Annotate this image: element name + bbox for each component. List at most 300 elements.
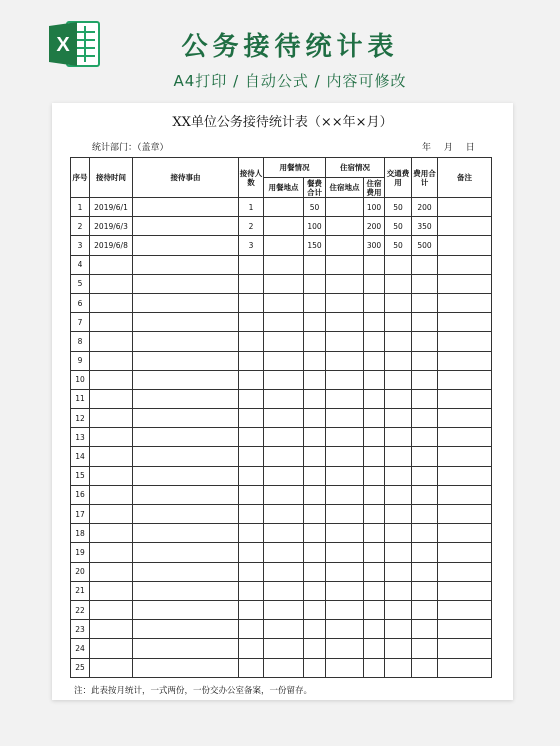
table-row (71, 466, 492, 485)
cell-people[interactable] (239, 543, 264, 562)
cell-stay-place[interactable] (326, 639, 364, 658)
col-stay-group: 住宿情况 (326, 158, 385, 178)
cell-total[interactable] (412, 447, 438, 466)
cell-seq[interactable]: 12 (71, 409, 90, 428)
cell-seq[interactable]: 9 (71, 351, 90, 370)
reception-table (70, 157, 492, 678)
table-row (71, 274, 492, 293)
cell-meal-fee[interactable] (304, 332, 326, 351)
page-title: 公务接待统计表 (181, 32, 399, 62)
cell-time[interactable] (90, 658, 133, 677)
cell-transport[interactable] (385, 620, 412, 639)
cell-people[interactable] (239, 466, 264, 485)
cell-remark[interactable] (438, 332, 492, 351)
cell-time[interactable] (90, 620, 133, 639)
cell-remark[interactable] (438, 524, 492, 543)
cell-stay-place[interactable] (326, 505, 364, 524)
cell-transport[interactable] (385, 313, 412, 332)
cell-meal-fee[interactable] (304, 543, 326, 562)
cell-people[interactable] (239, 447, 264, 466)
cell-seq[interactable]: 8 (71, 332, 90, 351)
cell-people[interactable] (239, 485, 264, 504)
cell-reason[interactable] (133, 274, 239, 293)
cell-people[interactable]: 1 (239, 198, 264, 217)
cell-stay-place[interactable] (326, 217, 364, 236)
cell-remark[interactable] (438, 447, 492, 466)
cell-stay-fee[interactable] (364, 658, 385, 677)
cell-seq[interactable]: 25 (71, 658, 90, 677)
cell-seq[interactable]: 18 (71, 524, 90, 543)
cell-total[interactable] (412, 255, 438, 274)
cell-stay-place[interactable] (326, 485, 364, 504)
col-stay-fee: 住宿费用 (364, 178, 385, 198)
cell-meal-fee[interactable] (304, 313, 326, 332)
cell-stay-place[interactable] (326, 524, 364, 543)
cell-meal-place[interactable] (264, 505, 304, 524)
cell-time[interactable] (90, 428, 133, 447)
cell-time[interactable] (90, 313, 133, 332)
table-row (71, 370, 492, 389)
cell-time[interactable]: 2019/6/8 (90, 236, 133, 255)
cell-transport[interactable] (385, 524, 412, 543)
cell-remark[interactable] (438, 313, 492, 332)
cell-seq[interactable]: 16 (71, 485, 90, 504)
cell-time[interactable] (90, 524, 133, 543)
cell-meal-place[interactable] (264, 198, 304, 217)
cell-transport[interactable] (385, 274, 412, 293)
cell-people[interactable] (239, 274, 264, 293)
cell-time[interactable] (90, 639, 133, 658)
cell-remark[interactable] (438, 581, 492, 600)
cell-remark[interactable] (438, 351, 492, 370)
cell-people[interactable] (239, 639, 264, 658)
cell-seq[interactable]: 17 (71, 505, 90, 524)
cell-stay-fee[interactable] (364, 332, 385, 351)
table-row (71, 524, 492, 543)
cell-reason[interactable] (133, 658, 239, 677)
cell-seq[interactable]: 15 (71, 466, 90, 485)
cell-stay-fee[interactable] (364, 428, 385, 447)
cell-time[interactable] (90, 600, 133, 619)
cell-time[interactable]: 2019/6/3 (90, 217, 133, 236)
cell-reason[interactable] (133, 236, 239, 255)
cell-stay-place[interactable] (326, 600, 364, 619)
col-time: 接待时间 (90, 158, 133, 198)
cell-people[interactable] (239, 428, 264, 447)
cell-people[interactable] (239, 505, 264, 524)
cell-reason[interactable] (133, 485, 239, 504)
cell-meal-place[interactable] (264, 524, 304, 543)
cell-transport[interactable] (385, 562, 412, 581)
cell-meal-fee[interactable] (304, 466, 326, 485)
cell-meal-place[interactable] (264, 217, 304, 236)
cell-meal-place[interactable] (264, 351, 304, 370)
cell-total[interactable] (412, 409, 438, 428)
cell-meal-fee[interactable] (304, 620, 326, 639)
cell-meal-place[interactable] (264, 255, 304, 274)
cell-meal-place[interactable] (264, 389, 304, 408)
cell-stay-place[interactable] (326, 313, 364, 332)
cell-time[interactable] (90, 485, 133, 504)
cell-transport[interactable] (385, 370, 412, 389)
cell-reason[interactable] (133, 562, 239, 581)
cell-time[interactable] (90, 581, 133, 600)
cell-stay-place[interactable] (326, 581, 364, 600)
cell-seq[interactable]: 10 (71, 370, 90, 389)
cell-people[interactable] (239, 313, 264, 332)
cell-stay-place[interactable] (326, 409, 364, 428)
col-seq: 序号 (71, 158, 90, 198)
cell-stay-fee[interactable] (364, 543, 385, 562)
cell-people[interactable] (239, 600, 264, 619)
cell-time[interactable] (90, 543, 133, 562)
cell-remark[interactable] (438, 198, 492, 217)
table-row (71, 485, 492, 504)
cell-stay-place[interactable] (326, 428, 364, 447)
cell-reason[interactable] (133, 543, 239, 562)
cell-total[interactable] (412, 313, 438, 332)
cell-time[interactable] (90, 351, 133, 370)
cell-time[interactable] (90, 274, 133, 293)
cell-meal-fee[interactable] (304, 639, 326, 658)
cell-meal-place[interactable] (264, 581, 304, 600)
cell-meal-fee[interactable] (304, 370, 326, 389)
cell-transport[interactable]: 50 (385, 217, 412, 236)
cell-total[interactable]: 500 (412, 236, 438, 255)
cell-seq[interactable]: 4 (71, 255, 90, 274)
cell-meal-fee[interactable] (304, 524, 326, 543)
cell-people[interactable]: 3 (239, 236, 264, 255)
cell-time[interactable] (90, 370, 133, 389)
cell-total[interactable]: 350 (412, 217, 438, 236)
col-reason: 接待事由 (133, 158, 239, 198)
cell-time[interactable] (90, 505, 133, 524)
cell-total[interactable] (412, 524, 438, 543)
cell-time[interactable] (90, 255, 133, 274)
cell-stay-fee[interactable]: 300 (364, 236, 385, 255)
cell-reason[interactable] (133, 600, 239, 619)
cell-meal-fee[interactable] (304, 562, 326, 581)
cell-seq[interactable]: 24 (71, 639, 90, 658)
cell-stay-fee[interactable] (364, 274, 385, 293)
cell-remark[interactable] (438, 639, 492, 658)
cell-total[interactable] (412, 639, 438, 658)
cell-reason[interactable] (133, 217, 239, 236)
table-row (71, 236, 492, 255)
cell-meal-place[interactable] (264, 485, 304, 504)
cell-meal-fee[interactable]: 150 (304, 236, 326, 255)
cell-reason[interactable] (133, 447, 239, 466)
cell-people[interactable] (239, 370, 264, 389)
cell-time[interactable] (90, 332, 133, 351)
cell-meal-place[interactable] (264, 313, 304, 332)
cell-time[interactable] (90, 389, 133, 408)
cell-meal-fee[interactable] (304, 600, 326, 619)
cell-seq[interactable]: 5 (71, 274, 90, 293)
cell-reason[interactable] (133, 370, 239, 389)
excel-icon (45, 18, 103, 70)
cell-time[interactable] (90, 562, 133, 581)
cell-stay-fee[interactable] (364, 409, 385, 428)
cell-transport[interactable] (385, 543, 412, 562)
cell-transport[interactable] (385, 658, 412, 677)
cell-meal-fee[interactable] (304, 389, 326, 408)
cell-remark[interactable] (438, 658, 492, 677)
cell-seq[interactable]: 22 (71, 600, 90, 619)
cell-total[interactable] (412, 370, 438, 389)
col-meal-place: 用餐地点 (264, 178, 304, 198)
cell-total[interactable] (412, 562, 438, 581)
cell-total[interactable] (412, 428, 438, 447)
cell-remark[interactable] (438, 255, 492, 274)
cell-stay-fee[interactable] (364, 600, 385, 619)
cell-seq[interactable]: 3 (71, 236, 90, 255)
page-subtitle: A4打印 / 自动公式 / 内容可修改 (173, 72, 407, 90)
cell-remark[interactable] (438, 409, 492, 428)
cell-stay-fee[interactable] (364, 389, 385, 408)
cell-meal-fee[interactable] (304, 658, 326, 677)
cell-total[interactable] (412, 505, 438, 524)
cell-meal-fee[interactable] (304, 485, 326, 504)
cell-reason[interactable] (133, 293, 239, 312)
cell-remark[interactable] (438, 485, 492, 504)
cell-transport[interactable] (385, 389, 412, 408)
cell-people[interactable] (239, 620, 264, 639)
cell-stay-fee[interactable] (364, 581, 385, 600)
cell-time[interactable] (90, 409, 133, 428)
cell-meal-place[interactable] (264, 447, 304, 466)
cell-stay-place[interactable] (326, 658, 364, 677)
cell-time[interactable] (90, 447, 133, 466)
cell-stay-place[interactable] (326, 389, 364, 408)
cell-stay-place[interactable] (326, 562, 364, 581)
cell-transport[interactable] (385, 332, 412, 351)
cell-meal-place[interactable] (264, 600, 304, 619)
cell-meal-place[interactable] (264, 620, 304, 639)
cell-total[interactable] (412, 351, 438, 370)
table-row (71, 313, 492, 332)
cell-reason[interactable] (133, 505, 239, 524)
cell-stay-place[interactable] (326, 293, 364, 312)
cell-time[interactable] (90, 293, 133, 312)
cell-people[interactable] (239, 524, 264, 543)
cell-meal-place[interactable] (264, 332, 304, 351)
cell-transport[interactable] (385, 581, 412, 600)
cell-seq[interactable]: 23 (71, 620, 90, 639)
cell-people[interactable] (239, 351, 264, 370)
col-transport: 交通费用 (385, 158, 412, 198)
cell-meal-fee[interactable] (304, 581, 326, 600)
cell-stay-place[interactable] (326, 351, 364, 370)
cell-stay-fee[interactable] (364, 639, 385, 658)
cell-meal-place[interactable] (264, 293, 304, 312)
cell-seq[interactable]: 21 (71, 581, 90, 600)
cell-meal-place[interactable] (264, 409, 304, 428)
cell-people[interactable] (239, 581, 264, 600)
cell-seq[interactable]: 11 (71, 389, 90, 408)
cell-reason[interactable] (133, 255, 239, 274)
cell-transport[interactable] (385, 351, 412, 370)
table-row (71, 198, 492, 217)
cell-stay-place[interactable] (326, 236, 364, 255)
cell-time[interactable] (90, 466, 133, 485)
cell-stay-fee[interactable] (364, 313, 385, 332)
cell-stay-place[interactable] (326, 332, 364, 351)
cell-total[interactable] (412, 620, 438, 639)
cell-remark[interactable] (438, 620, 492, 639)
cell-stay-place[interactable] (326, 274, 364, 293)
cell-meal-fee[interactable] (304, 293, 326, 312)
cell-remark[interactable] (438, 505, 492, 524)
cell-seq[interactable]: 14 (71, 447, 90, 466)
cell-stay-fee[interactable] (364, 505, 385, 524)
cell-meal-fee[interactable]: 50 (304, 198, 326, 217)
cell-people[interactable]: 2 (239, 217, 264, 236)
cell-people[interactable] (239, 332, 264, 351)
cell-remark[interactable] (438, 293, 492, 312)
table-row (71, 389, 492, 408)
cell-total[interactable] (412, 600, 438, 619)
cell-people[interactable] (239, 389, 264, 408)
cell-meal-fee[interactable] (304, 505, 326, 524)
cell-stay-fee[interactable] (364, 524, 385, 543)
cell-meal-fee[interactable] (304, 447, 326, 466)
cell-transport[interactable] (385, 293, 412, 312)
cell-stay-fee[interactable]: 100 (364, 198, 385, 217)
cell-meal-fee[interactable] (304, 255, 326, 274)
cell-reason[interactable] (133, 428, 239, 447)
cell-remark[interactable] (438, 466, 492, 485)
cell-stay-fee[interactable] (364, 562, 385, 581)
cell-transport[interactable] (385, 428, 412, 447)
cell-total[interactable] (412, 293, 438, 312)
cell-total[interactable] (412, 485, 438, 504)
cell-transport[interactable] (385, 466, 412, 485)
cell-seq[interactable]: 6 (71, 293, 90, 312)
cell-transport[interactable] (385, 485, 412, 504)
cell-people[interactable] (239, 562, 264, 581)
cell-transport[interactable] (385, 639, 412, 658)
table-row (71, 505, 492, 524)
cell-seq[interactable]: 2 (71, 217, 90, 236)
table-row (71, 581, 492, 600)
cell-meal-fee[interactable] (304, 274, 326, 293)
cell-meal-place[interactable] (264, 658, 304, 677)
cell-reason[interactable] (133, 639, 239, 658)
cell-meal-place[interactable] (264, 236, 304, 255)
cell-remark[interactable] (438, 370, 492, 389)
cell-seq[interactable]: 19 (71, 543, 90, 562)
cell-stay-fee[interactable]: 200 (364, 217, 385, 236)
cell-transport[interactable] (385, 255, 412, 274)
cell-seq[interactable]: 13 (71, 428, 90, 447)
cell-meal-fee[interactable] (304, 428, 326, 447)
cell-remark[interactable] (438, 389, 492, 408)
cell-total[interactable] (412, 581, 438, 600)
cell-stay-place[interactable] (326, 466, 364, 485)
cell-stay-fee[interactable] (364, 293, 385, 312)
cell-stay-fee[interactable] (364, 620, 385, 639)
cell-transport[interactable] (385, 505, 412, 524)
cell-transport[interactable] (385, 447, 412, 466)
cell-meal-fee[interactable] (304, 351, 326, 370)
cell-reason[interactable] (133, 389, 239, 408)
cell-meal-place[interactable] (264, 639, 304, 658)
cell-total[interactable] (412, 332, 438, 351)
cell-stay-fee[interactable] (364, 466, 385, 485)
cell-remark[interactable] (438, 274, 492, 293)
cell-remark[interactable] (438, 543, 492, 562)
cell-people[interactable] (239, 409, 264, 428)
col-meal-fee: 餐费合计 (304, 178, 326, 198)
cell-seq[interactable]: 7 (71, 313, 90, 332)
footnote: 注：此表按月统计，一式两份，一份交办公室备案，一份留存。 (74, 686, 313, 696)
cell-seq[interactable]: 20 (71, 562, 90, 581)
col-remark: 备注 (438, 158, 492, 198)
cell-total[interactable] (412, 389, 438, 408)
cell-total[interactable] (412, 658, 438, 677)
cell-stay-place[interactable] (326, 543, 364, 562)
cell-time[interactable]: 2019/6/1 (90, 198, 133, 217)
cell-transport[interactable] (385, 409, 412, 428)
cell-stay-place[interactable] (326, 255, 364, 274)
cell-stay-place[interactable] (326, 198, 364, 217)
cell-stay-fee[interactable] (364, 351, 385, 370)
cell-meal-place[interactable] (264, 562, 304, 581)
cell-reason[interactable] (133, 313, 239, 332)
cell-meal-fee[interactable] (304, 409, 326, 428)
cell-people[interactable] (239, 293, 264, 312)
cell-seq[interactable]: 1 (71, 198, 90, 217)
cell-meal-place[interactable] (264, 466, 304, 485)
cell-transport[interactable] (385, 600, 412, 619)
cell-total[interactable] (412, 543, 438, 562)
cell-reason[interactable] (133, 198, 239, 217)
cell-reason[interactable] (133, 466, 239, 485)
cell-stay-fee[interactable] (364, 255, 385, 274)
cell-stay-fee[interactable] (364, 485, 385, 504)
cell-people[interactable] (239, 658, 264, 677)
cell-remark[interactable] (438, 236, 492, 255)
cell-transport[interactable]: 50 (385, 198, 412, 217)
cell-stay-place[interactable] (326, 447, 364, 466)
cell-meal-fee[interactable]: 100 (304, 217, 326, 236)
cell-stay-fee[interactable] (364, 447, 385, 466)
cell-stay-place[interactable] (326, 370, 364, 389)
cell-reason[interactable] (133, 351, 239, 370)
cell-total[interactable] (412, 466, 438, 485)
cell-remark[interactable] (438, 217, 492, 236)
cell-stay-fee[interactable] (364, 370, 385, 389)
cell-reason[interactable] (133, 524, 239, 543)
cell-remark[interactable] (438, 428, 492, 447)
cell-remark[interactable] (438, 562, 492, 581)
cell-remark[interactable] (438, 600, 492, 619)
cell-reason[interactable] (133, 409, 239, 428)
cell-total[interactable]: 200 (412, 198, 438, 217)
cell-reason[interactable] (133, 332, 239, 351)
cell-meal-place[interactable] (264, 428, 304, 447)
cell-people[interactable] (239, 255, 264, 274)
cell-total[interactable] (412, 274, 438, 293)
cell-meal-place[interactable] (264, 543, 304, 562)
cell-transport[interactable]: 50 (385, 236, 412, 255)
cell-stay-place[interactable] (326, 620, 364, 639)
cell-meal-place[interactable] (264, 274, 304, 293)
cell-reason[interactable] (133, 620, 239, 639)
cell-reason[interactable] (133, 581, 239, 600)
cell-meal-place[interactable] (264, 370, 304, 389)
